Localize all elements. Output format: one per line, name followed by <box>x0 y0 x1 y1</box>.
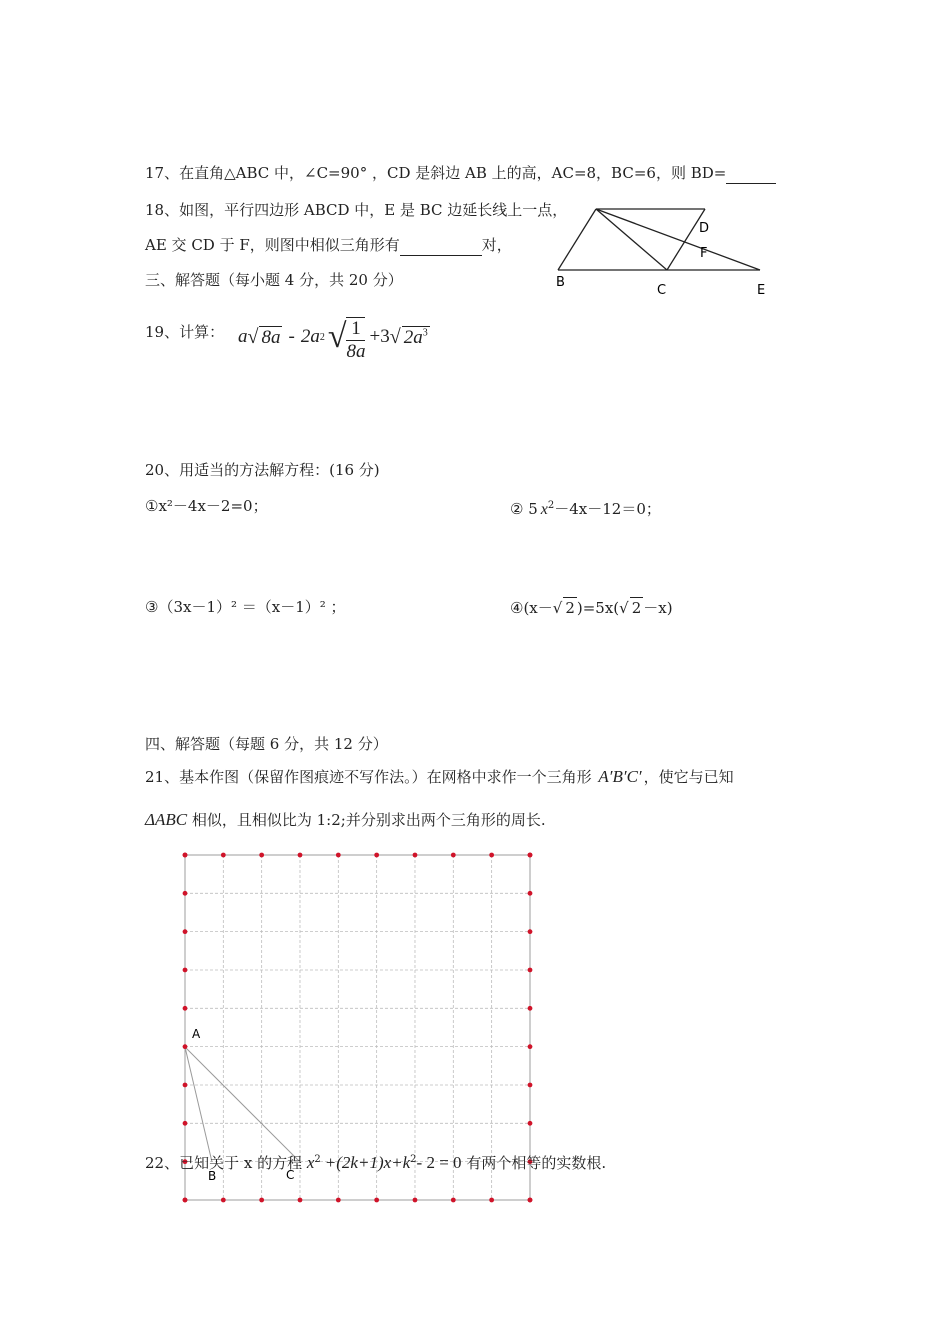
q20-part2 <box>510 496 661 520</box>
q19-label: 19、计算： <box>145 323 225 341</box>
grid-point[interactable] <box>183 853 188 858</box>
sqrt-sign-p4a: √ <box>552 599 563 617</box>
grid-point[interactable] <box>183 891 188 896</box>
p4-root2: 2 <box>631 599 642 617</box>
q21-line2 <box>145 810 546 830</box>
grid-label-B: B <box>208 1169 217 1183</box>
grid-point[interactable] <box>451 1198 456 1203</box>
q18-text-b: 对， <box>481 236 512 254</box>
grid-point[interactable] <box>528 968 533 973</box>
grid-point[interactable] <box>528 1044 533 1049</box>
grid-point[interactable] <box>528 853 533 858</box>
grid-point[interactable] <box>413 1198 418 1203</box>
p2-b: －4x－12＝0； <box>554 500 661 518</box>
q22-text-b: 有两个相等的实数根. <box>466 1154 607 1172</box>
grid-point[interactable] <box>489 1198 494 1203</box>
frac-numerator: 1 <box>346 318 365 341</box>
grid-point[interactable] <box>374 853 379 858</box>
grid-point[interactable] <box>183 1044 188 1049</box>
label-C: C <box>657 283 667 298</box>
grid-point[interactable] <box>183 1198 188 1203</box>
grid-point[interactable] <box>183 1083 188 1088</box>
segment-AC <box>596 209 667 270</box>
p2-a: ② 5 <box>510 500 538 518</box>
q22-text-a: 22、已知关于 x 的方程 <box>145 1154 303 1172</box>
grid-point[interactable] <box>528 1198 533 1203</box>
grid-point[interactable] <box>528 891 533 896</box>
grid-point[interactable] <box>183 968 188 973</box>
grid-point[interactable] <box>259 1198 264 1203</box>
q22-eq-sq2: 2 <box>410 1154 417 1165</box>
grid-label-A: A <box>192 1027 201 1041</box>
grid-point[interactable] <box>528 929 533 934</box>
grid-point[interactable] <box>183 929 188 934</box>
grid-point[interactable] <box>259 853 264 858</box>
grid-point[interactable] <box>528 1006 533 1011</box>
section4-title: 四、解答题（每题 6 分，共 12 分） <box>145 735 388 753</box>
q20-title: 20、用适当的方法解方程：(16 分) <box>145 461 380 479</box>
grid-lines <box>185 855 530 1200</box>
label-B: B <box>556 275 565 290</box>
triangle-edge-AB <box>185 1047 212 1162</box>
p4-b: )=5x( <box>576 599 620 617</box>
q21-triangle-prime: A′B′C′ <box>598 767 642 786</box>
grid-label-C: C <box>286 1168 295 1182</box>
edge-AB <box>558 209 596 270</box>
expr-a: a <box>238 326 248 347</box>
sqrt-sign-p4b: √ <box>619 599 629 617</box>
p4-root1: 2 <box>565 599 575 617</box>
q21-text-a: 21、基本作图（保留作图痕迹不写作法。）在网格中求作一个三角形 <box>145 768 592 786</box>
expr-cube: 3 <box>422 327 428 339</box>
grid-point[interactable] <box>528 1083 533 1088</box>
q20-part4 <box>510 597 673 618</box>
label-E: E <box>757 283 766 298</box>
grid-point[interactable] <box>374 1198 379 1203</box>
q17-line <box>145 163 776 184</box>
q22-eq-x: x <box>306 1153 315 1172</box>
q20-part1: ①x²－4x－2=0； <box>145 497 268 515</box>
triangle-edge-AC <box>185 1047 300 1162</box>
p4-c: －x) <box>643 599 673 617</box>
p2-sq: 2 <box>547 500 555 511</box>
section3-title: 三、解答题（每小题 4 分，共 20 分） <box>145 271 403 289</box>
grid-point[interactable] <box>221 853 226 858</box>
q17-text: 17、在直角△ABC 中，∠C=90° ，CD 是斜边 AB 上的高，AC=8，BC=6，则 BD= <box>145 164 727 182</box>
label-D: D <box>699 221 710 236</box>
expr-plus3: +3 <box>369 326 390 347</box>
sqrt-sign-3: √ <box>389 325 401 348</box>
q18-line2 <box>145 235 512 256</box>
q22-eq-end: - 2 = 0 <box>416 1153 462 1172</box>
p4-a: ④(x－ <box>510 599 553 617</box>
q18-answer-blank[interactable] <box>400 235 482 256</box>
grid-point[interactable] <box>183 1121 188 1126</box>
grid-point[interactable] <box>298 1198 303 1203</box>
q21-text-c: 相似，且相似比为 1:2;并分别求出两个三角形的周长. <box>187 811 546 829</box>
grid-point[interactable] <box>221 1198 226 1203</box>
segment-AE <box>596 209 760 270</box>
q22-line <box>145 1150 606 1173</box>
grid-point[interactable] <box>298 853 303 858</box>
q22-eq-mid: +(2k+1)x+k <box>324 1153 411 1172</box>
expr-sq: 2 <box>319 331 325 343</box>
expr-minus: - <box>288 326 295 347</box>
label-F: F <box>700 246 708 261</box>
q20-part3: ③（3x－1）² ＝（x－1）² ； <box>145 598 346 616</box>
q21-triangle-abc: ΔABC <box>145 810 188 829</box>
frac-denominator: 8a <box>346 341 366 362</box>
expr-2a: 2a <box>300 326 320 347</box>
grid-border <box>185 855 530 1200</box>
grid-point[interactable] <box>528 1121 533 1126</box>
q21-line1 <box>145 767 734 787</box>
q19-expression <box>238 312 430 362</box>
grid-point[interactable] <box>413 853 418 858</box>
grid-point[interactable] <box>489 853 494 858</box>
sqrt-sign-1: √ <box>247 325 259 348</box>
q18-line1: 18、如图，平行四边形 ABCD 中，E 是 BC 边延长线上一点， <box>145 201 568 219</box>
q22-eq-sq: 2 <box>314 1154 321 1165</box>
grid-point[interactable] <box>336 853 341 858</box>
grid-point[interactable] <box>451 853 456 858</box>
q17-answer-blank[interactable] <box>726 163 776 184</box>
expr-sqrt-8a: 8a <box>261 326 281 348</box>
expr-sqrt-2a3 <box>402 326 430 349</box>
sqrt-sign-2: √ <box>327 318 347 355</box>
p2-x: x <box>540 501 548 518</box>
q18-text-a: AE 交 CD 于 F，则图中相似三角形有 <box>145 236 400 254</box>
expr-frac <box>346 317 365 363</box>
grid-point[interactable] <box>336 1198 341 1203</box>
grid-point[interactable] <box>183 1006 188 1011</box>
q21-text-b: ，使它与已知 <box>643 768 734 786</box>
expr-2a3-base: 2a <box>403 326 423 348</box>
parallelogram-figure <box>550 200 780 300</box>
